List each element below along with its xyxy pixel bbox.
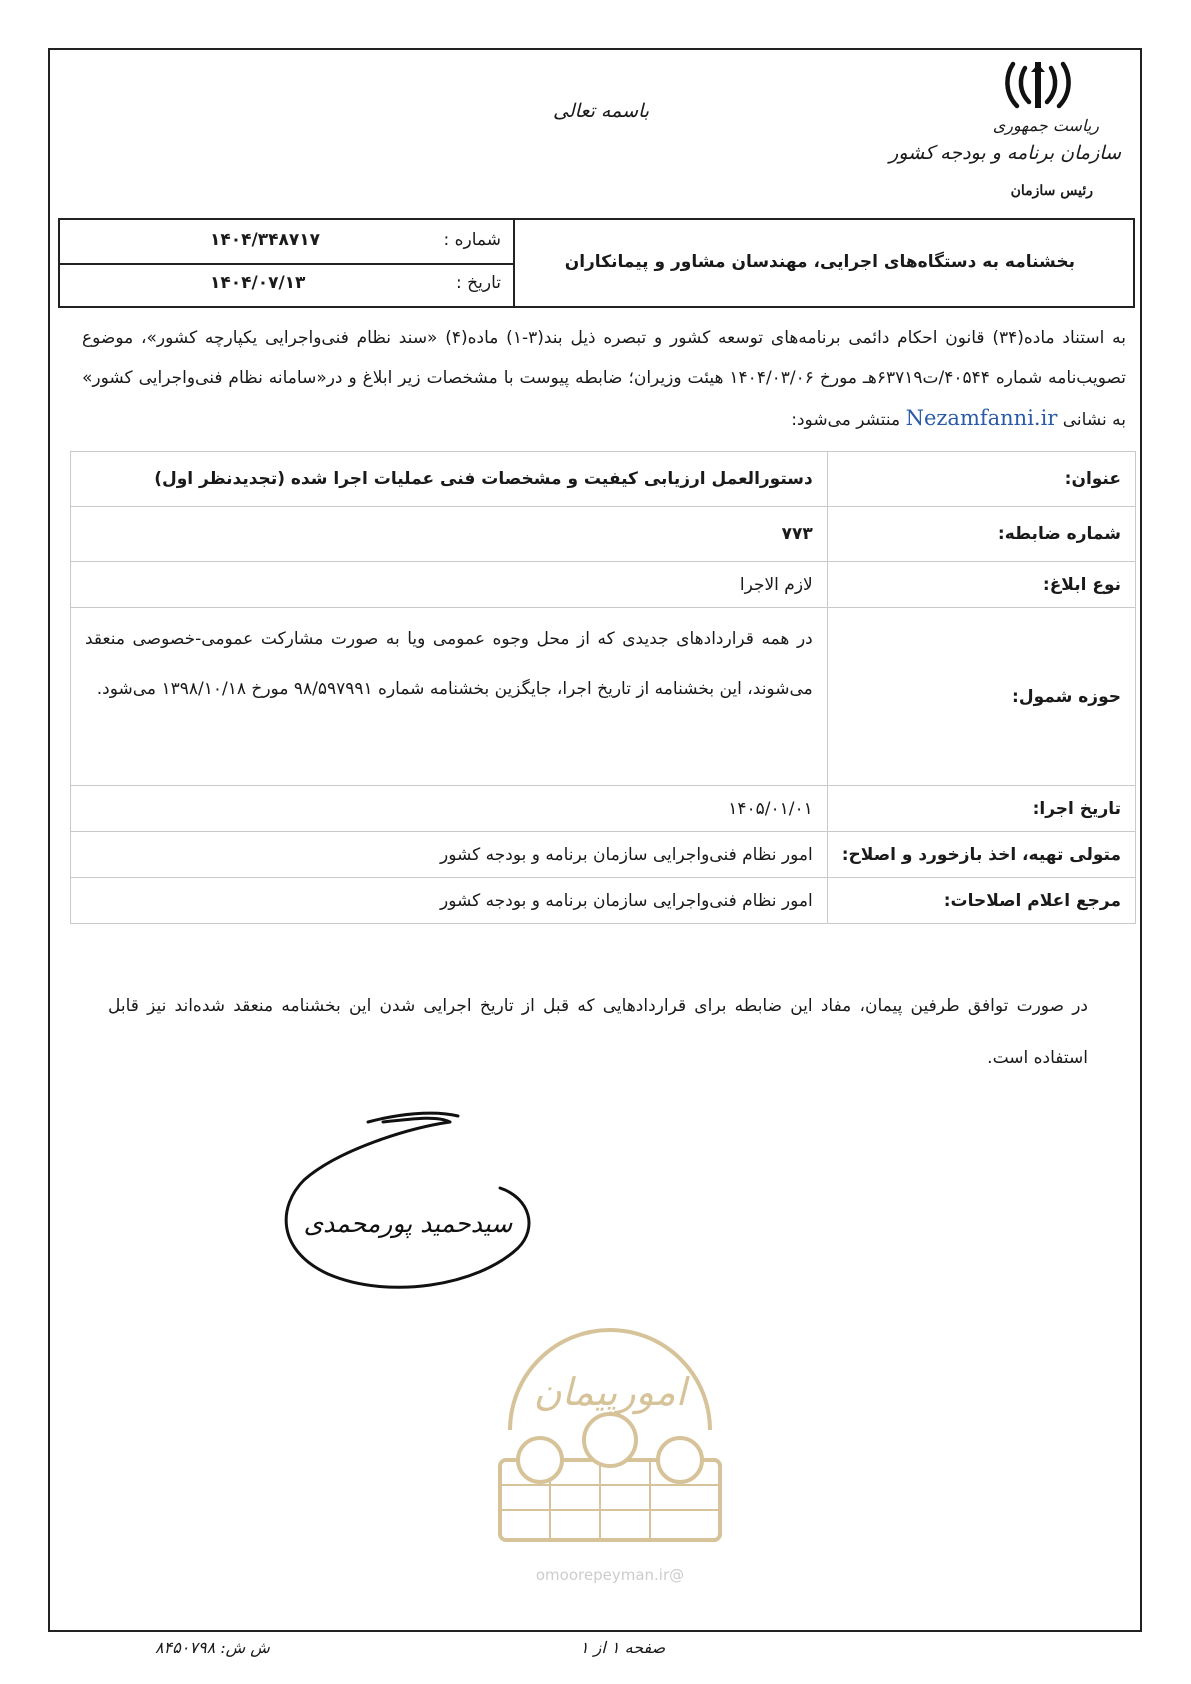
circular-box <box>58 218 1135 308</box>
stamp-logo <box>480 1310 740 1590</box>
date-row <box>60 263 513 306</box>
circular-title: بخشنامه به دستگاه‌های اجرایی، مهندسان مشاور و پیمانکاران <box>564 252 1075 272</box>
number-row <box>60 220 513 265</box>
number-label: شماره : <box>443 230 501 250</box>
bismillah: باسمه تعالی <box>553 100 650 122</box>
table-row <box>71 562 1136 608</box>
table-row <box>71 878 1136 924</box>
page-number: صفحه ۱ از ۱ <box>580 1638 666 1657</box>
scope-value: در همه قراردادهای جدیدی که از محل وجوه عمومی ویا به صورت مشارکت عمومی-خصوصی منعقد می‌شوند، این بخشنامه از تاریخ اجرا، جایگزین بخشنامه شماره ۹۸/۵۹۷۹۹۱ مورخ ۱۳۹۸/۱۰/۱۸ می‌شود. <box>71 608 828 786</box>
stamp-text: امورپیمان <box>533 1370 687 1414</box>
reference-code: ش ش: ۸۴۵۰۷۹۸ <box>155 1638 270 1657</box>
info-table <box>70 451 1136 924</box>
standard-number-label: شماره ضابطه: <box>827 507 1135 562</box>
intro-paragraph <box>82 318 1126 440</box>
organization-head: رئیس سازمان <box>1010 183 1093 199</box>
stamp-website: @omoorepeyman.ir <box>535 1566 685 1584</box>
title-label: عنوان: <box>827 452 1135 507</box>
corrections-reference-value: امور نظام فنی‌واجرایی سازمان برنامه و بودجه کشور <box>71 878 828 924</box>
standard-number-value: ۷۷۳ <box>71 507 828 562</box>
closing-paragraph: در صورت توافق طرفین پیمان، مفاد این ضابطه برای قراردادهایی که قبل از تاریخ اجرایی شدن این بخشنامه منعقد شده‌اند نیز قابل استفاده است. <box>108 996 1088 1068</box>
execution-date-label: تاریخ اجرا: <box>827 786 1135 832</box>
presidency-line: ریاست جمهوری <box>992 116 1099 135</box>
execution-date-value: ۱۴۰۵/۰۱/۰۱ <box>71 786 828 832</box>
organization-name: سازمان برنامه و بودجه کشور <box>889 142 1121 164</box>
scope-label: حوزه شمول: <box>827 608 1135 786</box>
date-label: تاریخ : <box>456 273 501 293</box>
iran-emblem-icon <box>1003 60 1073 112</box>
circular-meta <box>60 220 515 306</box>
custodian-value: امور نظام فنی‌واجرایی سازمان برنامه و بودجه کشور <box>71 832 828 878</box>
date-value: ۱۴۰۴/۰۷/۱۳ <box>210 273 306 293</box>
website-link[interactable]: Nezamfanni.ir <box>905 406 1058 430</box>
intro-text-end: منتشر می‌شود: <box>791 410 901 430</box>
custodian-label: متولی تهیه، اخذ بازخورد و اصلاح: <box>827 832 1135 878</box>
number-value: ۱۴۰۴/۳۴۸۷۱۷ <box>210 230 320 250</box>
table-row <box>71 786 1136 832</box>
notification-type-value: لازم الاجرا <box>71 562 828 608</box>
table-row <box>71 452 1136 507</box>
intro-text: به استناد ماده(۳۴) قانون احکام دائمی برنامه‌های توسعه کشور و تبصره ذیل بند(۳-۱) ماده(۴) «سند نظام فنی‌واجرایی یکپارچه کشور»، موضوع تصویب‌نامه شماره ۴۰۵۴۴/ت۶۳۷۱۹هـ مورخ ۱۴۰۴/۰۳/۰۶ هیئت وزیران؛ ضابطه پیوست با مشخصات زیر ابلاغ و در«سامانه نظام فنی‌واجرایی کشور» به نشانی <box>82 328 1126 430</box>
title-value: دستورالعمل ارزیابی کیفیت و مشخصات فنی عملیات اجرا شده (تجدیدنظر اول) <box>71 452 828 507</box>
corrections-reference-label: مرجع اعلام اصلاحات: <box>827 878 1135 924</box>
table-row <box>71 832 1136 878</box>
table-row <box>71 608 1136 786</box>
signature <box>268 1110 538 1300</box>
signature-name: سیدحمید پورمحمدی <box>303 1209 513 1238</box>
notification-type-label: نوع ابلاغ: <box>827 562 1135 608</box>
table-row <box>71 507 1136 562</box>
